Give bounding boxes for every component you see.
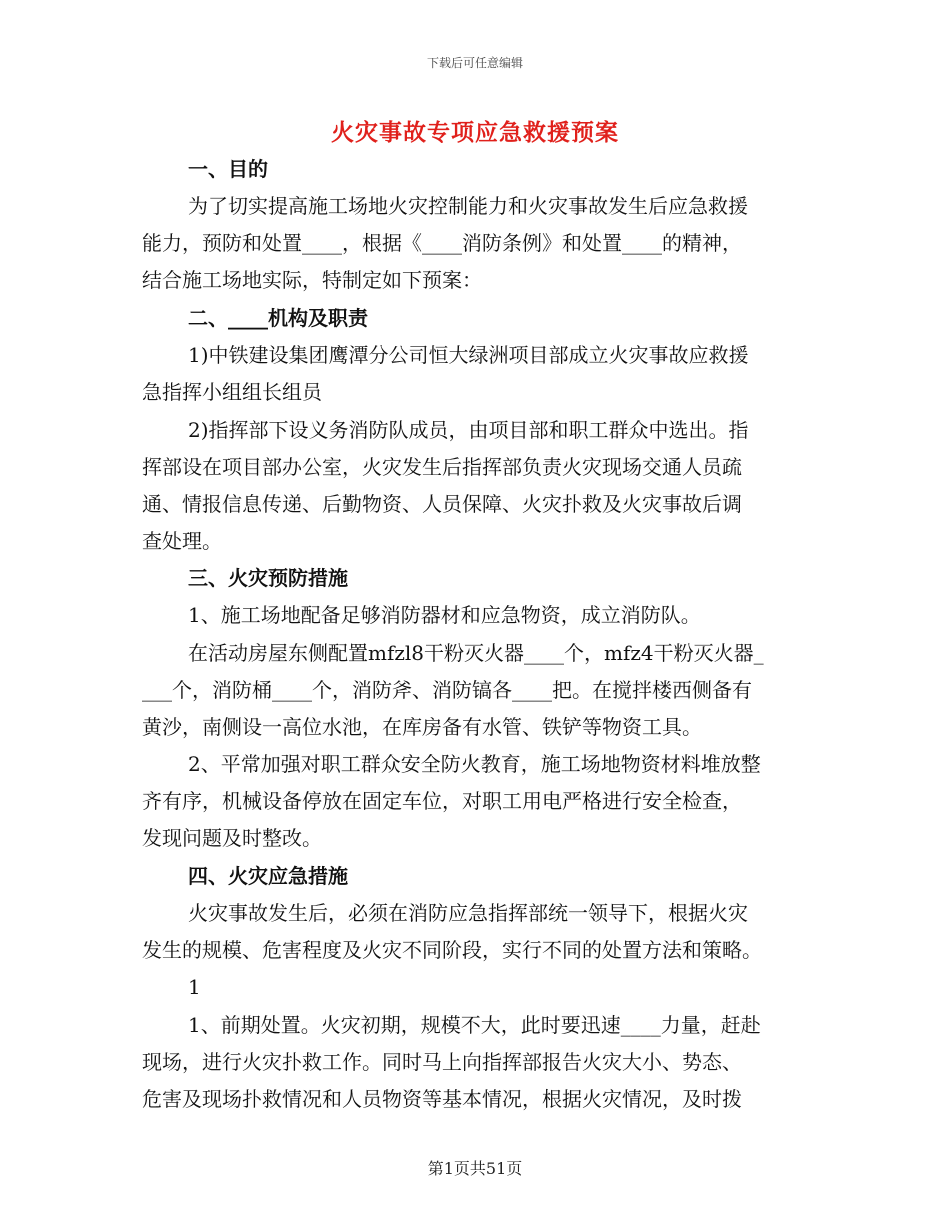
paragraph-line: 现场，进行火灾扑救工作。同时马上向指挥部报告火灾大小、势态、 [142,1050,742,1074]
paragraph-line: 发现问题及时整改。 [142,826,322,850]
paragraph-line: 急指挥小组组长组员 [142,380,322,404]
paragraph-line: 黄沙，南侧设一高位水池，在库房备有水管、铁铲等物资工具。 [142,715,702,739]
page-header: 下载后可任意编辑 [426,56,523,70]
paragraph-line: 通、情报信息传递、后勤物资、人员保障、火灾扑救及火灾事故后调 [142,492,742,516]
paragraph-line: 查处理。 [142,529,222,553]
document-title: 火灾事故专项应急救援预案 [331,119,619,146]
section-heading-3: 三、火灾预防措施 [188,566,348,590]
paragraph-line: 在活动房屋东侧配置mfzl8干粉灭火器____个，mfz4干粉灭火器_ [188,641,764,665]
inline-page-number: 1 [188,975,201,999]
paragraph-line: 2)指挥部下设义务消防队成员，由项目部和职工群众中选出。指 [188,418,749,442]
paragraph-line: 结合施工场地实际，特制定如下预案： [142,268,482,292]
paragraph-line: 能力，预防和处置____，根据《____消防条例》和处置____的精神， [142,231,742,255]
paragraph-line: 1)中铁建设集团鹰潭分公司恒大绿洲项目部成立火灾事故应救援 [188,343,749,367]
paragraph-line: 1、前期处置。火灾初期，规模不大，此时要迅速____力量，赶赴 [188,1013,761,1037]
paragraph-line: 齐有序，机械设备停放在固定车位，对职工用电严格进行安全检查， [142,789,742,813]
paragraph-line: 危害及现场扑救情况和人员物资等基本情况，根据火灾情况，及时拨 [142,1087,742,1111]
section-heading-4: 四、火灾应急措施 [188,864,348,888]
paragraph-line: 火灾事故发生后，必须在消防应急指挥部统一领导下，根据火灾 [188,901,748,925]
paragraph-line: 2、平常加强对职工群众安全防火教育，施工场地物资材料堆放整 [188,752,761,776]
paragraph-line: 发生的规模、危害程度及火灾不同阶段，实行不同的处置方法和策略。 [142,938,762,962]
paragraph-line: 1、施工场地配备足够消防器材和应急物资，成立消防队。 [188,603,701,627]
paragraph-line: 挥部设在项目部办公室，火灾发生后指挥部负责火灾现场交通人员疏 [142,455,742,479]
page-footer: 第1页共51页 [427,1159,523,1178]
section-heading-1: 一、目的 [188,157,268,181]
paragraph-line: 为了切实提高施工场地火灾控制能力和火灾事故发生后应急救援 [188,194,748,218]
section-heading-2: 二、____机构及职责 [188,306,368,330]
paragraph-line: ___个，消防桶____个，消防斧、消防镐各____把。在搅拌楼西侧备有 [142,678,752,702]
